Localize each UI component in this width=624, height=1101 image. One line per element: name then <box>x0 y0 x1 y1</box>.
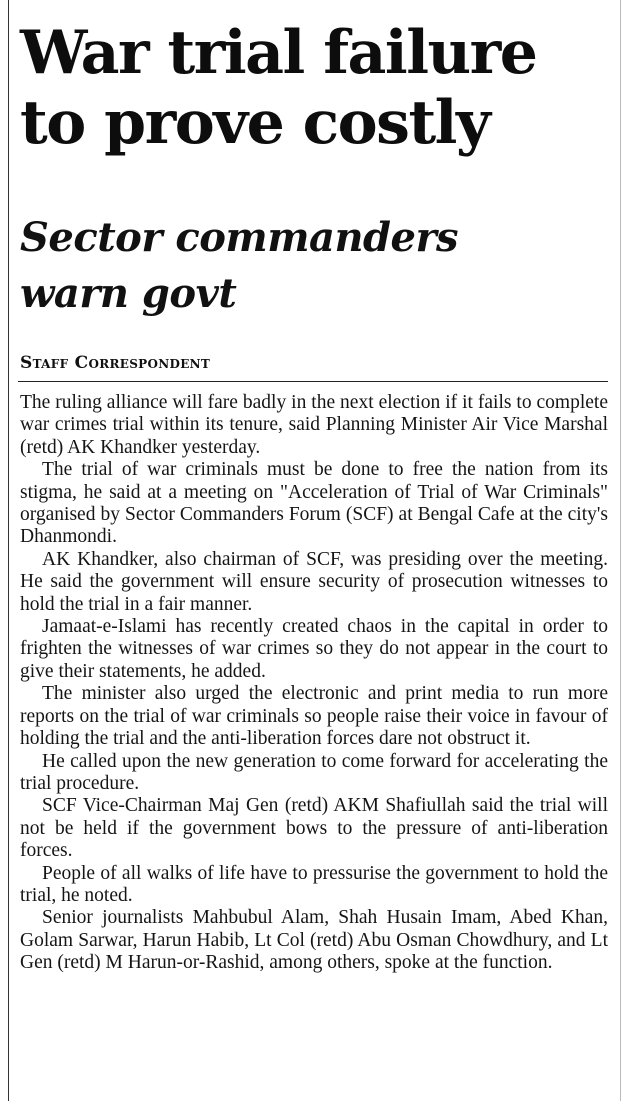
column-rule-right <box>620 0 621 1101</box>
headline-line-2: to prove costly <box>20 88 490 158</box>
headline <box>20 18 616 158</box>
byline: Staff Correspondent <box>20 353 211 373</box>
subheadline <box>20 210 616 322</box>
paragraph-1: The ruling alliance will fare badly in the next election if it fails to complete war crimes trial within its tenure, said Planning Minister Air Vice Marshal (retd) AK Khandker yesterday. <box>20 392 608 458</box>
paragraph-5: The minister also urged the electronic and print media to run more reports on the trial of war criminals so people raise their voice in favour of holding the trial and the anti-liberation forces dare not obstruct it. <box>20 683 608 750</box>
subheadline-line-1: Sector commanders <box>20 214 459 261</box>
headline-line-1: War trial failure <box>20 18 537 88</box>
paragraph-7: SCF Vice-Chairman Maj Gen (retd) AKM Shafiullah said the trial will not be held if the government bows to the pressure of anti-liberation forces. <box>20 795 608 862</box>
byline-divider <box>18 381 608 382</box>
paragraph-2: The trial of war criminals must be done to free the nation from its stigma, he said at a meeting on "Acceleration of Trial of War Criminals" organised by Sector Commanders Forum (SCF) at Bengal Cafe at the city's Dhanmondi. <box>20 459 608 548</box>
paragraph-9: Senior journalists Mahbubul Alam, Shah Husain Imam, Abed Khan, Golam Sarwar, Harun Habib, Lt Col (retd) Abu Osman Chowdhury, and Lt Gen (retd) M Harun-or-Rashid, among others, spoke at the function. <box>20 907 608 974</box>
paragraph-3: AK Khandker, also chairman of SCF, was presiding over the meeting. He said the government will ensure security of prosecution witnesses to hold the trial in a fair manner. <box>20 548 608 615</box>
paragraph-8: People of all walks of life have to pressurise the government to hold the trial, he noted. <box>20 862 608 906</box>
article-body <box>20 392 608 975</box>
column-rule-left <box>8 0 9 1101</box>
paragraph-4: Jamaat-e-Islami has recently created chaos in the capital in order to frighten the witnesses of war crimes so they do not appear in the court to give their statements, he added. <box>20 616 608 682</box>
subheadline-line-2: warn govt <box>20 270 237 317</box>
paragraph-6: He called upon the new generation to come forward for accelerating the trial procedure. <box>20 750 608 794</box>
